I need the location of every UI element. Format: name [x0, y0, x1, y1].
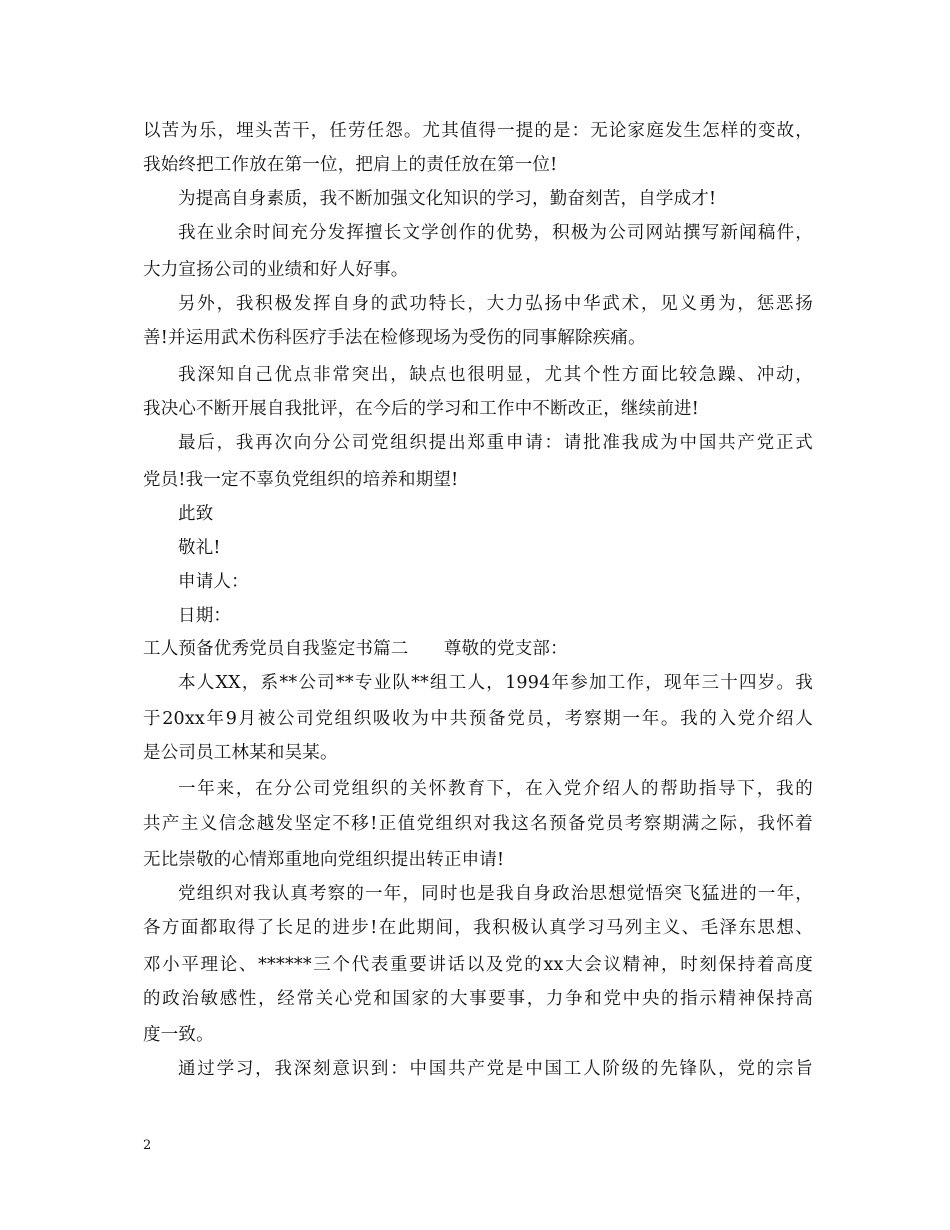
text-line: 最后，我再次向分公司党组织提出郑重申请：请批准我成为中国共产党正式 — [178, 433, 813, 453]
section-heading: 工人预备优秀党员自我鉴定书篇二 尊敬的党支部： — [143, 639, 568, 659]
text-line: 于20xx年9月被公司党组织吸收为中共预备党员，考察期一年。我的入党介绍人 — [143, 709, 813, 729]
text-line: 大力宣扬公司的业绩和好人好事。 — [143, 260, 409, 280]
text-line: 善!并运用武术伤科医疗手法在检修现场为受伤的同事解除疾痛。 — [143, 328, 646, 348]
page-number: 2 — [143, 1138, 152, 1153]
text-line: 党员!我一定不辜负党组织的培养和期望! — [143, 470, 459, 490]
date-label: 日期： — [178, 606, 232, 626]
text-line: 我深知自己优点非常突出，缺点也很明显，尤其个性方面比较急躁、冲动， — [178, 365, 813, 385]
text-line: 我始终把工作放在第一位，把肩上的责任放在第一位! — [143, 155, 558, 175]
text-line: 是公司员工林某和吴某。 — [143, 743, 338, 763]
applicant-label: 申请人： — [178, 572, 249, 592]
text-line: 另外，我积极发挥自身的武功特长，大力弘扬中华武术，见义勇为，惩恶扬 — [178, 294, 813, 314]
text-line: 的政治敏感性，经常关心党和国家的大事要事，力争和党中央的指示精神保持高 — [143, 989, 813, 1009]
text-line: 无比崇敬的心情郑重地向党组织提出转正申请! — [143, 850, 505, 870]
text-line: 本人XX，系**公司**专业队**组工人，1994年参加工作，现年三十四岁。我 — [178, 673, 813, 693]
text-line: 一年来，在分公司党组织的关怀教育下，在入党介绍人的帮助指导下，我的 — [178, 779, 813, 799]
closing-salute: 敬礼! — [178, 538, 221, 558]
text-line: 我决心不断开展自我批评，在今后的学习和工作中不断改正，继续前进! — [143, 399, 699, 419]
text-line: 邓小平理论、******三个代表重要讲话以及党的xx大会议精神，时刻保持着高度 — [143, 955, 813, 975]
text-line: 以苦为乐，埋头苦干，任劳任怨。尤其值得一提的是：无论家庭发生怎样的变故， — [143, 121, 813, 141]
text-line: 度一致。 — [143, 1025, 214, 1045]
closing-salutation: 此致 — [178, 504, 214, 524]
text-line: 各方面都取得了长足的进步!在此期间，我积极认真学习马列主义、毛泽东思想、 — [143, 918, 813, 938]
text-line: 通过学习，我深刻意识到：中国共产党是中国工人阶级的先锋队，党的宗旨 — [178, 1059, 813, 1079]
text-line: 党组织对我认真考察的一年，同时也是我自身政治思想觉悟突飞猛进的一年， — [178, 884, 813, 904]
text-line: 为提高自身素质，我不断加强文化知识的学习，勤奋刻苦，自学成才! — [178, 189, 717, 209]
text-line: 我在业余时间充分发挥擅长文学创作的优势，积极为公司网站撰写新闻稿件， — [178, 223, 813, 243]
text-line: 共产主义信念越发坚定不移!正值党组织对我这名预备党员考察期满之际，我怀着 — [143, 814, 813, 834]
